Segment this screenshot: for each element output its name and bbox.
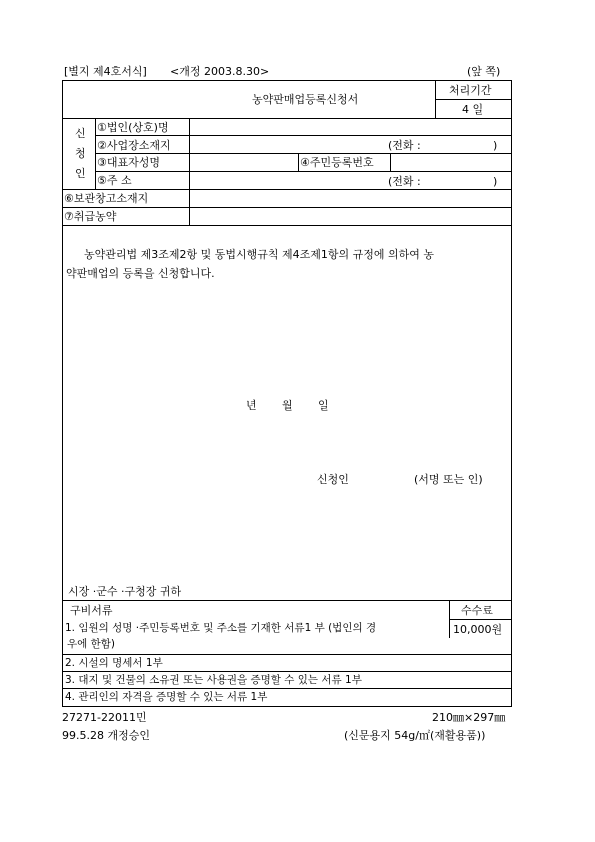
home-phone-field[interactable] [432, 174, 490, 188]
recipient: 시장 ·군수 ·구청장 귀하 [68, 585, 182, 598]
address-label: ⑤주 소 [97, 174, 132, 187]
statement-line-1: 농약관리법 제3조제2항 및 동법시행규칙 제4조제1항의 규정에 의하여 농 [84, 248, 434, 261]
home-phone-label: (전화 : [388, 175, 421, 188]
date-year: 년 [246, 399, 257, 412]
storage-location-field[interactable] [192, 192, 508, 206]
page-side-label: (앞 쪽) [467, 65, 501, 78]
signature-field[interactable] [357, 472, 411, 486]
frame-top [62, 80, 512, 81]
processing-period-value: 4 일 [462, 103, 484, 116]
pesticides-field[interactable] [192, 210, 508, 224]
fee-value: 10,000원 [453, 623, 503, 636]
home-phone-close: ) [493, 175, 498, 188]
paper-spec: (신문용지 54g/㎡(재활용품)) [344, 729, 486, 742]
statement-line-2: 약판매업의 등록을 신청합니다. [66, 267, 215, 280]
processing-period-label: 처리기간 [449, 84, 492, 97]
resident-number-field[interactable] [393, 156, 507, 170]
storage-location-label: ⑥보관창고소재지 [64, 192, 149, 205]
document-item: 우에 한함) [67, 638, 116, 650]
document-item: 3. 대지 및 건물의 소유권 또는 사용권을 증명할 수 있는 서류 1부 [65, 674, 362, 686]
fee-label: 수수료 [461, 604, 493, 617]
address-field[interactable] [192, 174, 382, 188]
representative-field[interactable] [192, 156, 294, 170]
office-phone-close: ) [493, 139, 498, 152]
corp-name-field[interactable] [192, 120, 508, 134]
document-item: 1. 임원의 성명 ·주민등록번호 및 주소를 기재한 서류1 부 (법인의 경 [65, 622, 377, 634]
approval-note: 99.5.28 개정승인 [62, 729, 150, 742]
revision-note: <개정 2003.8.30> [170, 65, 270, 78]
form-number: [별지 제4호서식] [64, 65, 147, 78]
office-phone-field[interactable] [432, 138, 490, 152]
representative-label: ③대표자성명 [97, 156, 160, 169]
form-code: 27271-22011민 [62, 711, 147, 724]
office-phone-label: (전화 : [388, 139, 421, 152]
paper-size: 210㎜×297㎜ [432, 711, 506, 724]
applicant-side-label: 신 청 인 [75, 127, 86, 180]
frame-right [511, 80, 512, 707]
date-day: 일 [318, 399, 329, 412]
document-item: 2. 시설의 명세서 1부 [65, 657, 163, 669]
office-address-label: ②사업장소재지 [97, 139, 171, 152]
applicant-sign-label: 신청인 [317, 473, 349, 486]
date-month: 월 [282, 399, 293, 412]
form-title: 농약판매업등록신청서 [252, 93, 359, 106]
resident-number-label: ④주민등록번호 [300, 156, 374, 169]
corp-name-label: ①법인(상호)명 [97, 121, 169, 134]
document-item: 4. 관리인의 자격을 증명할 수 있는 서류 1부 [65, 691, 268, 703]
documents-header: 구비서류 [70, 604, 113, 617]
sign-note: (서명 또는 인) [414, 473, 483, 486]
office-address-field[interactable] [192, 138, 382, 152]
frame-bottom [62, 706, 512, 707]
pesticides-label: ⑦취급농약 [64, 210, 117, 223]
